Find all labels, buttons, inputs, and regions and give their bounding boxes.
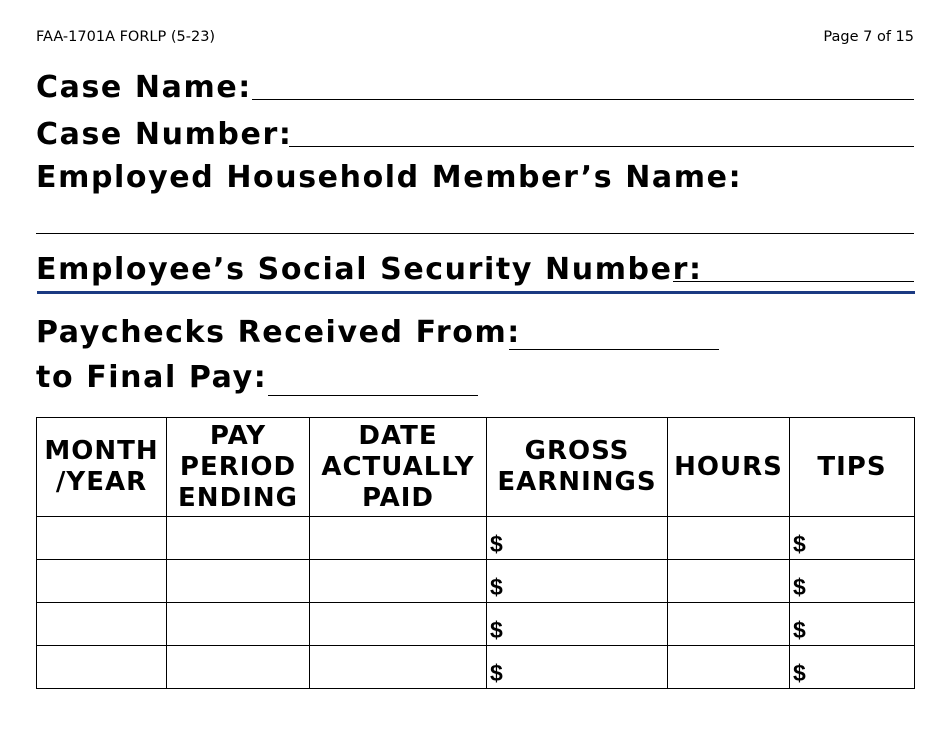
month-year-cell[interactable] <box>37 560 167 603</box>
dollar-sign: $ <box>793 617 806 643</box>
final-pay-label: to Final Pay: <box>36 360 268 395</box>
hours-cell[interactable] <box>668 603 790 646</box>
gross-earnings-cell[interactable] <box>487 603 668 646</box>
page-number: Page 7 of 15 <box>823 29 914 45</box>
tips-cell[interactable] <box>790 517 915 560</box>
form-id: FAA-1701A FORLP (5-23) <box>36 29 216 45</box>
gross-earnings-cell[interactable] <box>487 646 668 689</box>
col-date-actually-paid: DATE ACTUALLY PAID <box>310 418 487 517</box>
table-row <box>37 646 915 689</box>
dollar-sign: $ <box>490 660 503 686</box>
dollar-sign: $ <box>490 574 503 600</box>
member-name-field[interactable] <box>36 233 914 234</box>
ssn-label: Employee’s Social Security Number: <box>36 252 703 287</box>
dollar-sign: $ <box>490 617 503 643</box>
hours-cell[interactable] <box>668 560 790 603</box>
table-row <box>37 603 915 646</box>
table-row <box>37 517 915 560</box>
gross-earnings-cell[interactable] <box>487 560 668 603</box>
table-row <box>37 560 915 603</box>
pay-period-cell[interactable] <box>167 560 310 603</box>
dollar-sign: $ <box>490 531 503 557</box>
gross-earnings-cell[interactable] <box>487 517 668 560</box>
member-name-label: Employed Household Member’s Name: <box>36 160 743 195</box>
tips-cell[interactable] <box>790 560 915 603</box>
section-divider <box>37 291 915 294</box>
hours-cell[interactable] <box>668 517 790 560</box>
case-name-label: Case Name: <box>36 70 252 105</box>
dollar-sign: $ <box>793 660 806 686</box>
date-paid-cell[interactable] <box>310 517 487 560</box>
pay-period-cell[interactable] <box>167 646 310 689</box>
col-hours: HOURS <box>668 418 790 517</box>
pay-period-cell[interactable] <box>167 517 310 560</box>
case-name-field[interactable] <box>252 99 914 100</box>
pay-period-cell[interactable] <box>167 603 310 646</box>
month-year-cell[interactable] <box>37 603 167 646</box>
paychecks-from-field[interactable] <box>509 349 719 350</box>
date-paid-cell[interactable] <box>310 560 487 603</box>
month-year-cell[interactable] <box>37 517 167 560</box>
case-number-label: Case Number: <box>36 117 293 152</box>
final-pay-field[interactable] <box>268 395 478 396</box>
col-pay-period-ending: PAY PERIOD ENDING <box>167 418 310 517</box>
paycheck-table <box>36 417 915 689</box>
dollar-sign: $ <box>793 574 806 600</box>
tips-cell[interactable] <box>790 603 915 646</box>
date-paid-cell[interactable] <box>310 646 487 689</box>
col-gross-earnings: GROSS EARNINGS <box>487 418 668 517</box>
ssn-field[interactable] <box>673 281 914 282</box>
tips-cell[interactable] <box>790 646 915 689</box>
date-paid-cell[interactable] <box>310 603 487 646</box>
dollar-sign: $ <box>793 531 806 557</box>
col-tips: TIPS <box>790 418 915 517</box>
month-year-cell[interactable] <box>37 646 167 689</box>
col-month-year: MONTH /YEAR <box>37 418 167 517</box>
hours-cell[interactable] <box>668 646 790 689</box>
case-number-field[interactable] <box>289 146 914 147</box>
paychecks-from-label: Paychecks Received From: <box>36 315 521 350</box>
